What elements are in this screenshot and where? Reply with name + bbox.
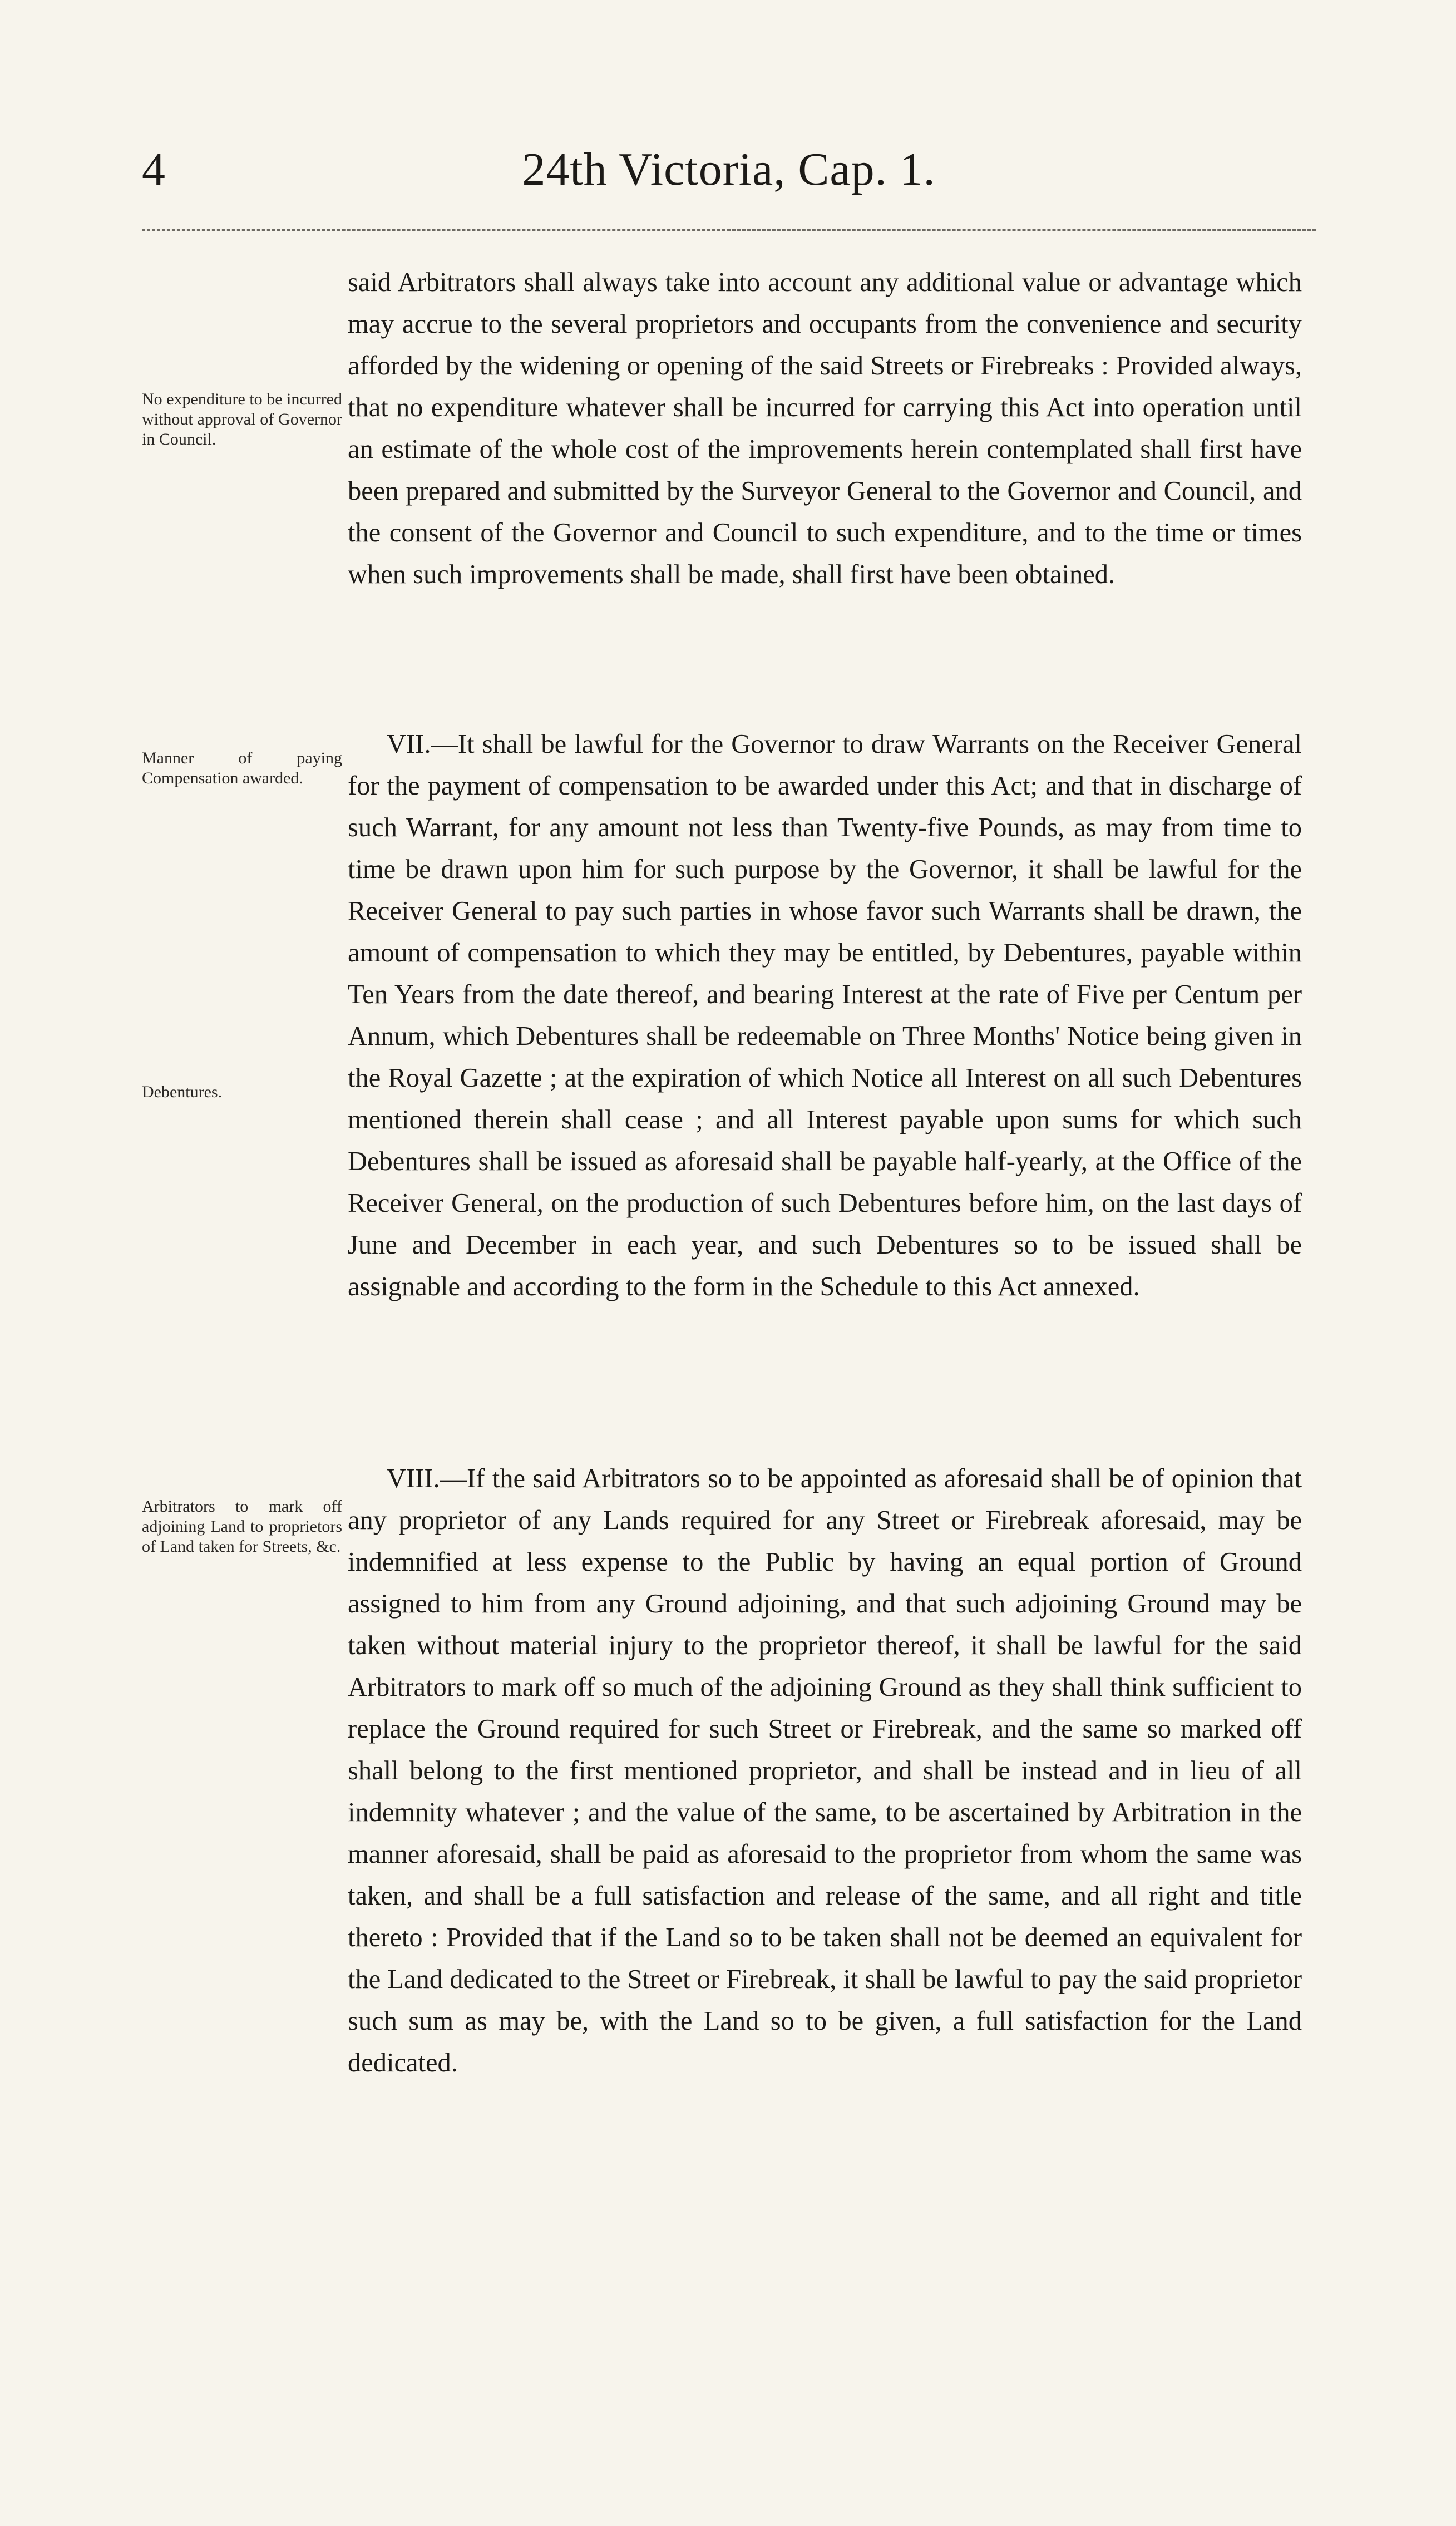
marginal-note-arbitrators: Arbitrators to mark off adjoining Land to proprietors of Land taken for Streets, &c. xyxy=(142,1497,342,1556)
section-viii xyxy=(348,1458,1302,2084)
page-number: 4 xyxy=(142,144,165,195)
paragraph: VIII.—If the said Arbitrators so to be appointed as aforesaid shall be of opinion that any proprietor of any Lands required for any Street or Firebreak aforesaid, may be indemnified at less expense to the Public by having an equal portion of Ground assigned to him from any Ground adjoining, and that such adjoining Ground may be taken without material injury to the proprietor thereof, it shall be lawful for the said Arbitrators to mark off so much of the adjoining Ground as they shall think sufficient to replace the Ground required for such Street or Firebreak, and the same so marked off shall belong to the first mentioned proprietor, and shall be instead and in lieu of all indemnity whatever ; and the value of the same, to be ascertained by Arbitration in the manner aforesaid, shall be paid as aforesaid to the proprietor from whom the same was taken, and shall be a full satisfaction and release of the same, and all right and title thereto : Provided that if the Land so to be taken shall not be deemed an equivalent for the Land dedicated to the Street or Firebreak, it shall be lawful to pay the said proprietor such sum as may be, with the Land so to be given, a full satisfaction for the Land dedicated. xyxy=(348,1464,1302,2078)
page-header xyxy=(142,139,1316,211)
paragraph-continuation xyxy=(348,262,1302,595)
header-rule xyxy=(142,229,1316,231)
paragraph: VII.—It shall be lawful for the Governor to draw Warrants on the Receiver General for the payment of compensation to be awarded under this Act; and that in discharge of such Warrant, for any amount not less than Twenty-five Pounds, as may from time to time be drawn upon him for such purpose by the Governor, it shall be lawful for the Receiver General to pay such parties in whose favor such Warrants shall be drawn, the amount of compensation to which they may be entitled, by Debentures, payable within Ten Years from the date thereof, and bearing Interest at the rate of Five per Centum per Annum, which Debentures shall be redeemable on Three Months' Notice being given in the Royal Gazette ; at the expiration of which Notice all Interest on all such Debentures mentioned therein shall cease ; and all Interest payable upon sums for which such Debentures shall be issued as aforesaid shall be payable half-yearly, at the Office of the Receiver General, on the production of such Debentures before him, on the last days of June and December in each year, and such Debentures so to be issued shall be assignable and according to the form in the Schedule to this Act annexed. xyxy=(348,729,1302,1301)
paragraph: said Arbitrators shall always take into account any additional value or advantage which may accrue to the several proprietors and occupants from the convenience and security afforded by the widening or opening of the said Streets or Firebreaks : Provided always, that no expenditure whatever shall be incurred for carrying this Act into operation until an estimate of the whole cost of the improvements herein contemplated shall first have been prepared and submitted by the Surveyor General to the Governor and Council, and the consent of the Governor and Council to such expenditure, and to the time or times when such improvements shall be made, shall first have been obtained. xyxy=(348,268,1302,589)
section-vii xyxy=(348,723,1302,1308)
running-title: 24th Victoria, Cap. 1. xyxy=(522,144,936,195)
marginal-note-debentures: Debentures. xyxy=(142,1083,223,1101)
marginal-note-expenditure: No expenditure to be incurred without approval of Governor in Council. xyxy=(142,390,342,448)
marginal-note-compensation: Manner of paying Compensation awarded. xyxy=(142,749,342,787)
